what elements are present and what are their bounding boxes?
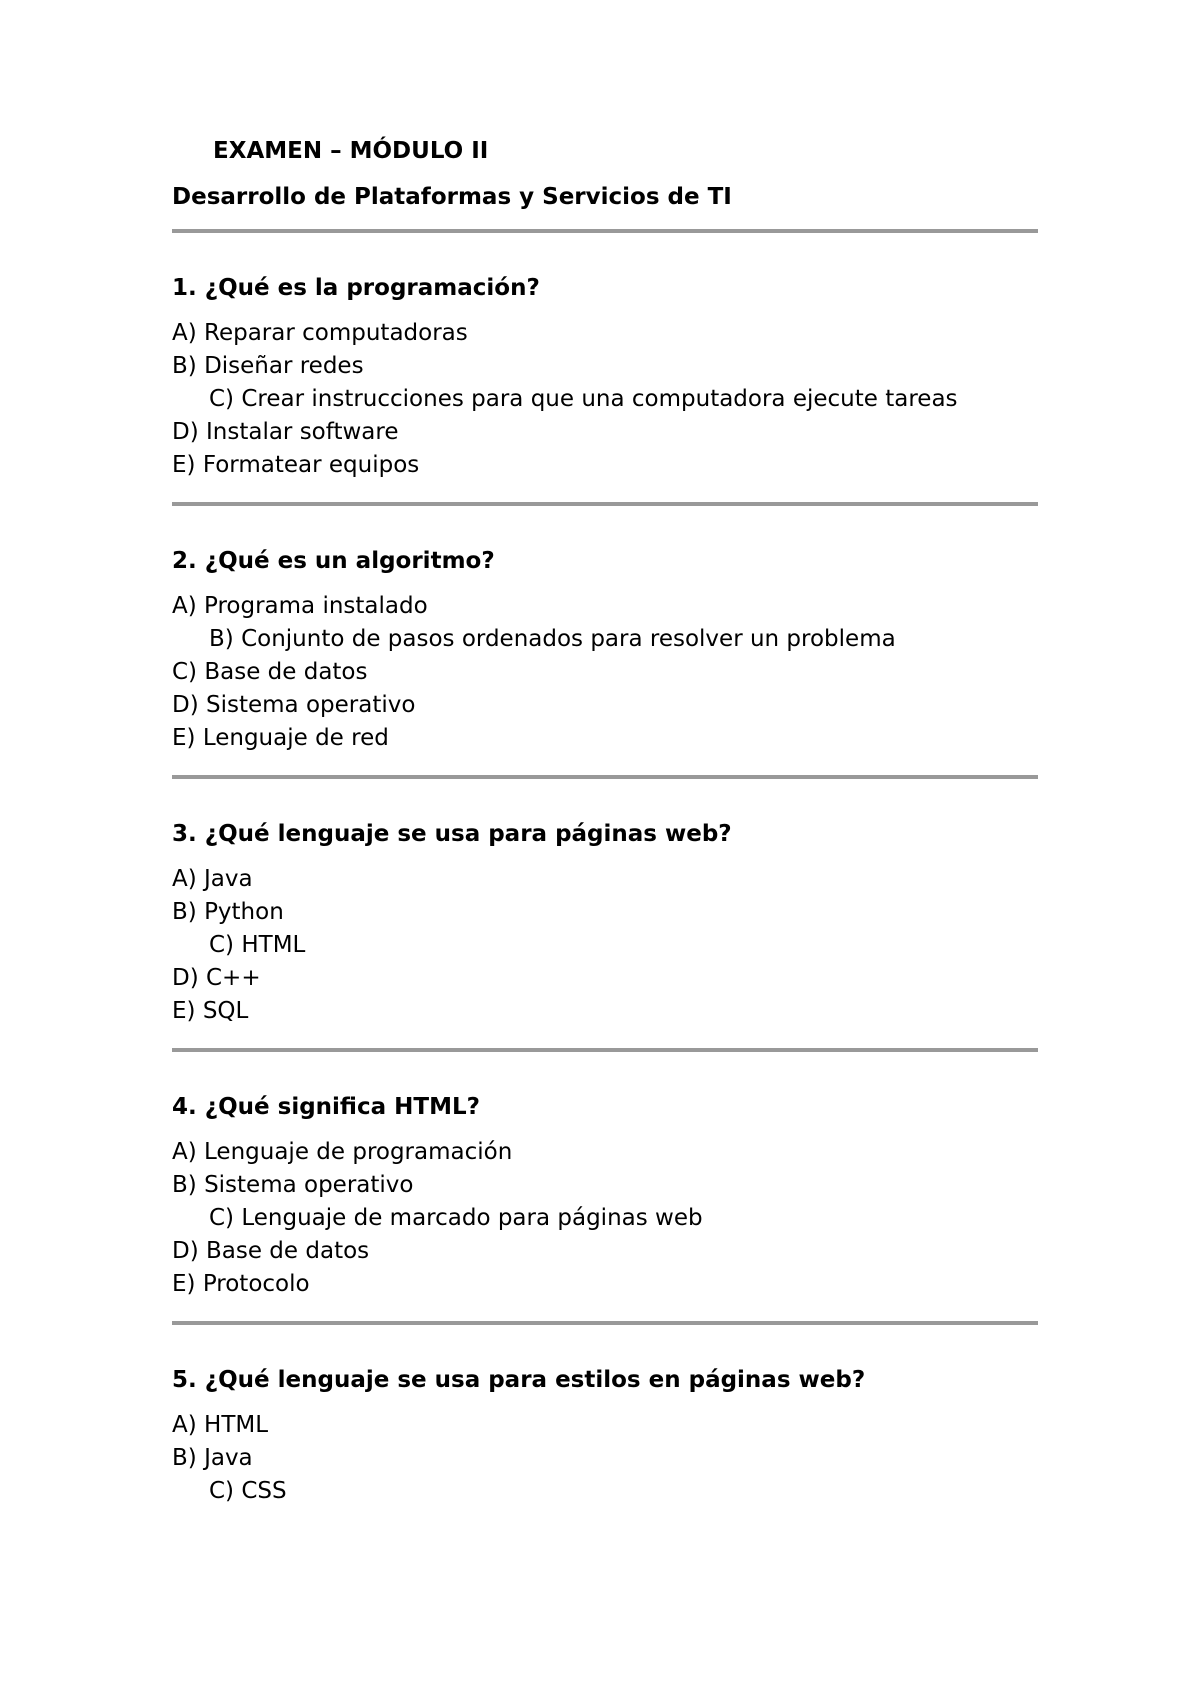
option-item: E) Formatear equipos <box>172 452 420 478</box>
question-title: 5. ¿Qué lenguaje se usa para estilos en páginas web? <box>172 1367 866 1393</box>
question-2 <box>172 546 1038 755</box>
option-item: B) Java <box>172 1445 253 1471</box>
option-item: A) HTML <box>172 1412 269 1438</box>
exam-subtitle: Desarrollo de Plataformas y Servicios de TI <box>172 184 732 210</box>
question-title: 1. ¿Qué es la programación? <box>172 275 540 301</box>
option-item: B) Conjunto de pasos ordenados para resolver un problema <box>209 626 896 652</box>
options-list <box>172 1409 1038 1508</box>
options-list <box>172 590 1038 755</box>
option-item: D) Base de datos <box>172 1238 370 1264</box>
option-item: E) SQL <box>172 998 249 1024</box>
question-4 <box>172 1092 1038 1301</box>
option-item: B) Sistema operativo <box>172 1172 414 1198</box>
section-divider <box>172 1321 1038 1325</box>
option-item: E) Lenguaje de red <box>172 725 389 751</box>
options-list <box>172 1136 1038 1301</box>
option-item: A) Programa instalado <box>172 593 428 619</box>
options-list <box>172 317 1038 482</box>
option-item: C) Lenguaje de marcado para páginas web <box>209 1205 703 1231</box>
option-item: B) Python <box>172 899 284 925</box>
question-title: 2. ¿Qué es un algoritmo? <box>172 548 495 574</box>
option-item: E) Protocolo <box>172 1271 310 1297</box>
section-divider <box>172 502 1038 506</box>
exam-title: EXAMEN – MÓDULO II <box>213 138 489 164</box>
questions-list <box>172 273 1038 1508</box>
option-item: B) Diseñar redes <box>172 353 364 379</box>
option-item: D) C++ <box>172 965 261 991</box>
option-item: A) Java <box>172 866 253 892</box>
option-item: C) CSS <box>209 1478 287 1504</box>
exam-page <box>172 136 1038 1508</box>
option-item: A) Lenguaje de programación <box>172 1139 513 1165</box>
option-item: D) Instalar software <box>172 419 399 445</box>
option-item: A) Reparar computadoras <box>172 320 468 346</box>
option-item: C) Crear instrucciones para que una computadora ejecute tareas <box>209 386 958 412</box>
options-list <box>172 863 1038 1028</box>
question-title: 4. ¿Qué significa HTML? <box>172 1094 480 1120</box>
question-3 <box>172 819 1038 1028</box>
option-item: D) Sistema operativo <box>172 692 416 718</box>
question-1 <box>172 273 1038 482</box>
section-divider <box>172 775 1038 779</box>
section-divider <box>172 229 1038 233</box>
question-5 <box>172 1365 1038 1508</box>
question-title: 3. ¿Qué lenguaje se usa para páginas web? <box>172 821 732 847</box>
section-divider <box>172 1048 1038 1052</box>
option-item: C) Base de datos <box>172 659 368 685</box>
option-item: C) HTML <box>209 932 306 958</box>
